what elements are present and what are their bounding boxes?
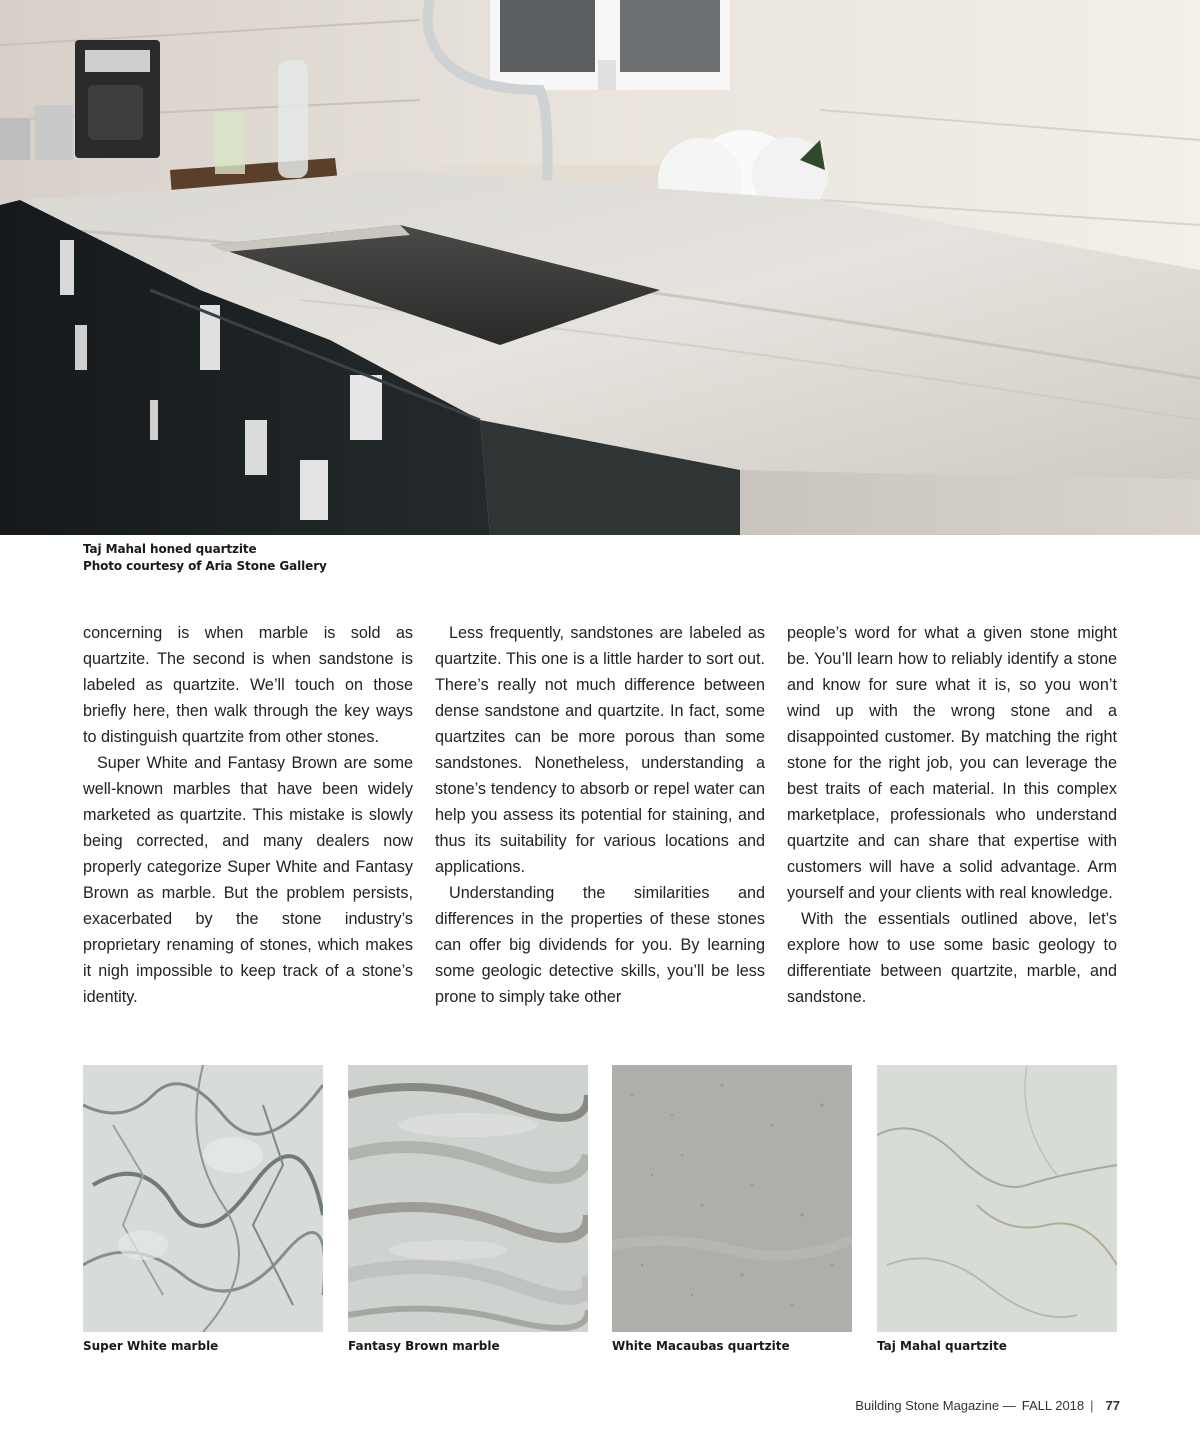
swatch-caption: White Macaubas quartzite — [612, 1339, 790, 1353]
hero-caption-credit: Photo courtesy of Aria Stone Gallery — [83, 558, 327, 573]
white-macaubas-quartzite-swatch — [612, 1065, 852, 1332]
swatch-caption: Super White marble — [83, 1339, 219, 1353]
article-column-1 — [83, 620, 413, 1010]
issue-label: FALL 2018 — [1021, 1398, 1085, 1413]
kitchen-countertop-photo — [0, 0, 1200, 535]
hero-caption — [83, 541, 327, 574]
paragraph: Less frequently, sandstones are labeled as quartzite. This one is a little harder to sort out. There’s really not much difference between dense sandstone and quartzite. In fact, some quartzites can be more porous than some sandstones. Nonetheless, understanding a stone’s tendency to absorb or repel water can help you assess its potential for staining, and thus its suitability for various locations and applications. — [435, 624, 765, 876]
article-column-3 — [787, 620, 1117, 1010]
paragraph: Understanding the similarities and differences in the properties of these stones can offer big dividends for you. By learning some geologic detective skills, you’ll be less prone to simply take other — [435, 884, 765, 1006]
hero-caption-title: Taj Mahal honed quartzite — [83, 542, 257, 556]
super-white-marble-swatch — [83, 1065, 323, 1332]
hero-photo — [0, 0, 1200, 535]
swatch-caption: Taj Mahal quartzite — [877, 1339, 1007, 1353]
fantasy-brown-marble-swatch — [348, 1065, 588, 1332]
paragraph: people’s word for what a given stone might be. You’ll learn how to reliably identify a stone and know for sure what it is, so you won’t wind up with the wrong stone and a disappointed customer. By matching the right stone for the right job, you can leverage the best traits of each material. In this complex marketplace, professionals who understand quartzite and can share that expertise with customers will have a solid advantage. Arm yourself and your clients with real knowledge. — [787, 624, 1117, 902]
paragraph: Super White and Fantasy Brown are some well-known marbles that have been widely marketed as quartzite. This mistake is slowly being corrected, and many dealers now properly categorize Super White and Fantasy Brown as marble. But the problem persists, exacerbated by the stone industry’s proprietary renaming of stones, which makes it nigh impossible to keep track of a stone’s identity. — [83, 754, 413, 1006]
publication-name: Building Stone Magazine — — [855, 1398, 1016, 1413]
paragraph: concerning is when marble is sold as quartzite. The second is when sandstone is labeled as quartzite. We’ll touch on those briefly here, then walk through the key ways to distinguish quartzite from other stones. — [83, 624, 413, 746]
page-footer — [855, 1398, 1120, 1413]
swatch-caption: Fantasy Brown marble — [348, 1339, 500, 1353]
article-column-2 — [435, 620, 765, 1010]
page-number: 77 — [1105, 1398, 1120, 1413]
taj-mahal-quartzite-swatch — [877, 1065, 1117, 1332]
paragraph: With the essentials outlined above, let’s explore how to use some basic geology to differentiate between quartzite, marble, and sandstone. — [787, 910, 1117, 1006]
footer-separator: | — [1090, 1398, 1094, 1413]
